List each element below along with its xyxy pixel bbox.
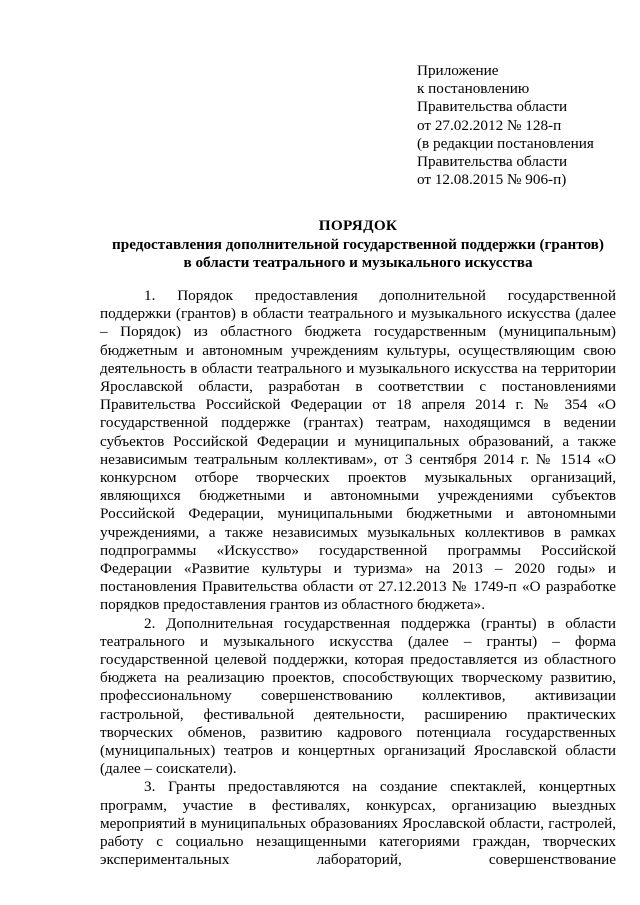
appendix-line: Приложение <box>417 62 499 79</box>
appendix-line: к постановлению <box>417 80 530 98</box>
appendix-line: от 27.02.2012 № 128-п <box>417 116 562 134</box>
appendix-line: (в редакции постановления <box>417 134 594 152</box>
document-subtitle-line: предоставления дополнительной государственной поддержки (грантов) <box>112 235 604 253</box>
document-subtitle-line: в области театрального и музыкального искусства <box>183 254 533 272</box>
paragraph-1: 1. Порядок предоставления дополнительной государственной поддержки (грантов) в области театрального и музыкального искусства (далее – Порядок) из областного бюджета государственным (муниципальным) бюджетным и автономным учреждениям культуры, осуществляющим свою деятельность в области театрального и музыкального искусства на территории Ярославской области, разработан в соответствии с постановлениями Правительства Российской Федерации от 18 апреля 2014 г. № 354 «О государственной поддержке (грантах) театрам, находящимся в ведении субъектов Российской Федерации и муниципальных образований, а также независимым театральным коллективам», от 3 сентября 2014 г. № 1514 «О конкурсном отборе творческих проектов музыкальных организаций, являющихся бюджетными и автономными учреждениями субъектов Российской Федерации, муниципальными бюджетными и автономными учреждениями, а также независимых музыкальных коллективов в рамках подпрограммы «Искусство» государственной программы Российской Федерации «Развитие культуры и туризма» на 2013 – 2020 годы» и постановления Правительства области от 27.12.2013 № 1749-п «О разработке порядков предоставления грантов из областного бюджета». <box>100 287 616 614</box>
paragraph-2: 2. Дополнительная государственная поддержка (гранты) в области театрального и музыкального искусства (далее – гранты) – форма государственной целевой поддержки, которая предоставляется из областного бюджета на реализацию проектов, способствующих творческому развитию, профессиональному совершенствованию коллективов, активизации гастрольной, фестивальной деятельности, расширению практических творческих обменов, развитию кадрового потенциала государственных (муниципальных) театров и концертных организаций Ярославской области (далее – соискатели). <box>100 614 616 778</box>
document-title: ПОРЯДОК <box>318 217 398 234</box>
document-body <box>100 287 616 870</box>
appendix-line: Правительства области <box>417 98 568 116</box>
appendix-line: от 12.08.2015 № 906-п) <box>417 171 567 189</box>
document-title-block <box>100 217 616 273</box>
paragraph-3: 3. Гранты предоставляются на создание спектаклей, концертных программ, участие в фестивалях, конкурсах, организацию выездных мероприятий в муниципальных образованиях Ярославской области, гастролей, работу с социально незащищенными категориями граждан, творческих экспериментальных лабораторий, совершенствование <box>100 778 616 869</box>
appendix-line: Правительства области <box>417 153 568 171</box>
appendix-header <box>417 62 627 189</box>
